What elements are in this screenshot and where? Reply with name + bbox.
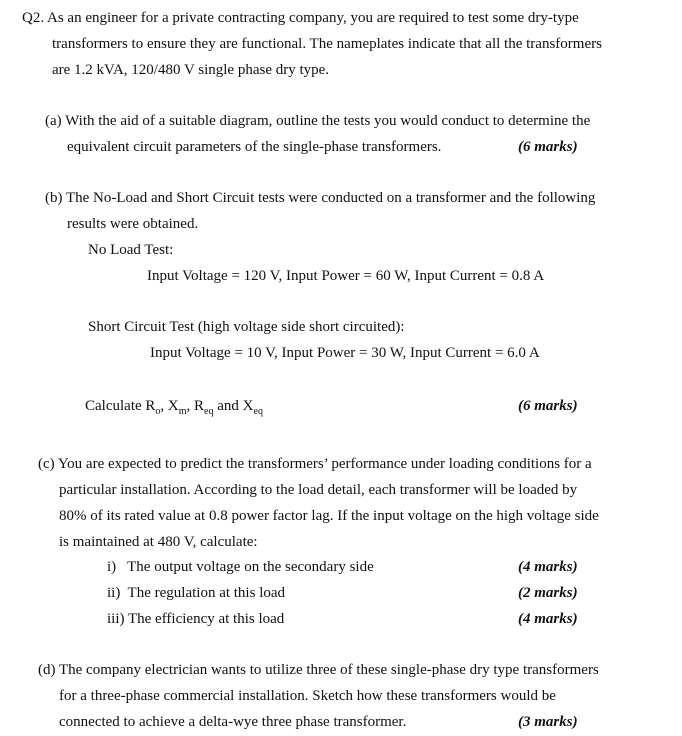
part-c-line-4: is maintained at 480 V, calculate: (59, 534, 258, 550)
part-c-line-3: 80% of its rated value at 0.8 power factor lag. If the input voltage on the high voltage side (59, 508, 599, 524)
short-circuit-test-values: Input Voltage = 10 V, Input Power = 30 W, Input Current = 6.0 A (150, 345, 540, 361)
part-c-item-1: i) The output voltage on the secondary side (107, 559, 374, 575)
calc-and: and X (213, 398, 254, 414)
no-load-test-title: No Load Test: (88, 242, 174, 258)
part-b-line-2: results were obtained. (67, 216, 199, 232)
calc-comma-2: , R (186, 398, 205, 414)
part-d-marks: (3 marks) (518, 714, 578, 730)
question-intro-line-2: transformers to ensure they are functional. The nameplates indicate that all the transformers (52, 36, 602, 52)
part-c-item-1-marks: (4 marks) (518, 559, 578, 575)
part-a-line-1: (a) With the aid of a suitable diagram, outline the tests you would conduct to determine the (45, 113, 591, 129)
short-circuit-test-title: Short Circuit Test (high voltage side short circuited): (88, 319, 405, 335)
part-b-marks: (6 marks) (518, 398, 578, 414)
calc-sub-o: o (155, 406, 161, 417)
part-c-line-2: particular installation. According to the load detail, each transformer will be loaded by (59, 482, 578, 498)
part-a-line-2: equivalent circuit parameters of the single-phase transformers. (67, 139, 442, 155)
calculate-line (85, 397, 263, 415)
part-d-line-2: for a three-phase commercial installation. Sketch how these transformers would be (59, 688, 556, 704)
part-d-line-1: (d) The company electrician wants to utilize three of these single-phase dry type transformers (38, 662, 599, 678)
question-intro-line-3: are 1.2 kVA, 120/480 V single phase dry type. (52, 62, 330, 78)
no-load-test-values: Input Voltage = 120 V, Input Power = 60 W, Input Current = 0.8 A (147, 268, 545, 284)
calc-sub-m: m (178, 406, 187, 417)
part-a-marks: (6 marks) (518, 139, 578, 155)
part-c-line-1: (c) You are expected to predict the transformers’ performance under loading conditions for a (38, 456, 592, 472)
calc-sub-eq-1: eq (204, 406, 214, 417)
calc-prefix: Calculate R (85, 398, 156, 414)
part-c-item-3: iii) The efficiency at this load (107, 611, 285, 627)
part-d-line-3: connected to achieve a delta-wye three phase transformer. (59, 714, 407, 730)
question-intro-line-1: Q2. As an engineer for a private contracting company, you are required to test some dry-type (22, 10, 579, 26)
calc-comma-1: , X (160, 398, 179, 414)
part-b-line-1: (b) The No-Load and Short Circuit tests were conducted on a transformer and the following (45, 190, 596, 206)
calc-sub-eq-2: eq (253, 406, 263, 417)
part-c-item-3-marks: (4 marks) (518, 611, 578, 627)
part-c-item-2-marks: (2 marks) (518, 585, 578, 601)
part-c-item-2: ii) The regulation at this load (107, 585, 286, 601)
